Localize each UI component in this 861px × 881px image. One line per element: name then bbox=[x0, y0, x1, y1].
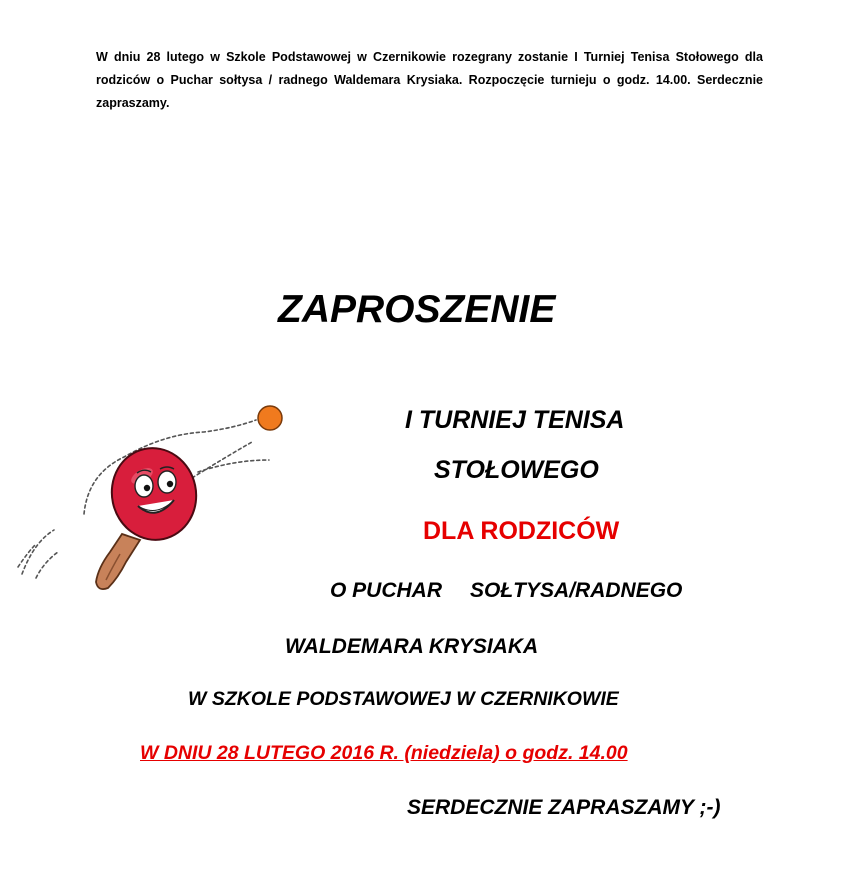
cup-line-part-1: O PUCHAR bbox=[330, 579, 443, 602]
tournament-title-line-1: I TURNIEJ TENISA bbox=[405, 406, 625, 434]
date-time-line: W DNIU 28 LUTEGO 2016 R. (niedziela) o godz. 14.00 bbox=[140, 742, 628, 764]
venue-line: W SZKOLE PODSTAWOWEJ W CZERNIKOWIE bbox=[188, 688, 619, 710]
paddle-icon bbox=[103, 440, 204, 547]
audience-line: DLA RODZICÓW bbox=[423, 517, 620, 545]
closing-line: SERDECZNIE ZAPRASZAMY ;-) bbox=[407, 796, 721, 819]
sponsor-name-line: WALDEMARA KRYSIAKA bbox=[285, 635, 539, 658]
cup-line-part-2: SOŁTYSA/RADNEGO bbox=[470, 579, 683, 602]
cup-line bbox=[330, 578, 682, 603]
paddle-handle-icon bbox=[96, 534, 140, 589]
tournament-title-line-2: STOŁOWEGO bbox=[434, 456, 599, 484]
ball-icon bbox=[258, 406, 282, 430]
invitation-heading: ZAPROSZENIE bbox=[278, 288, 556, 331]
intro-paragraph: W dniu 28 lutego w Szkole Podstawowej w Czernikowie rozegrany zostanie I Turniej Tenisa Stołowego dla rodziców o Puchar sołtysa / radnego Waldemara Krysiaka. Rozpoczęcie turnieju o godz. 14.00. Serdecznie zapraszamy. bbox=[96, 50, 763, 110]
ping-pong-paddle-clipart bbox=[14, 402, 294, 602]
